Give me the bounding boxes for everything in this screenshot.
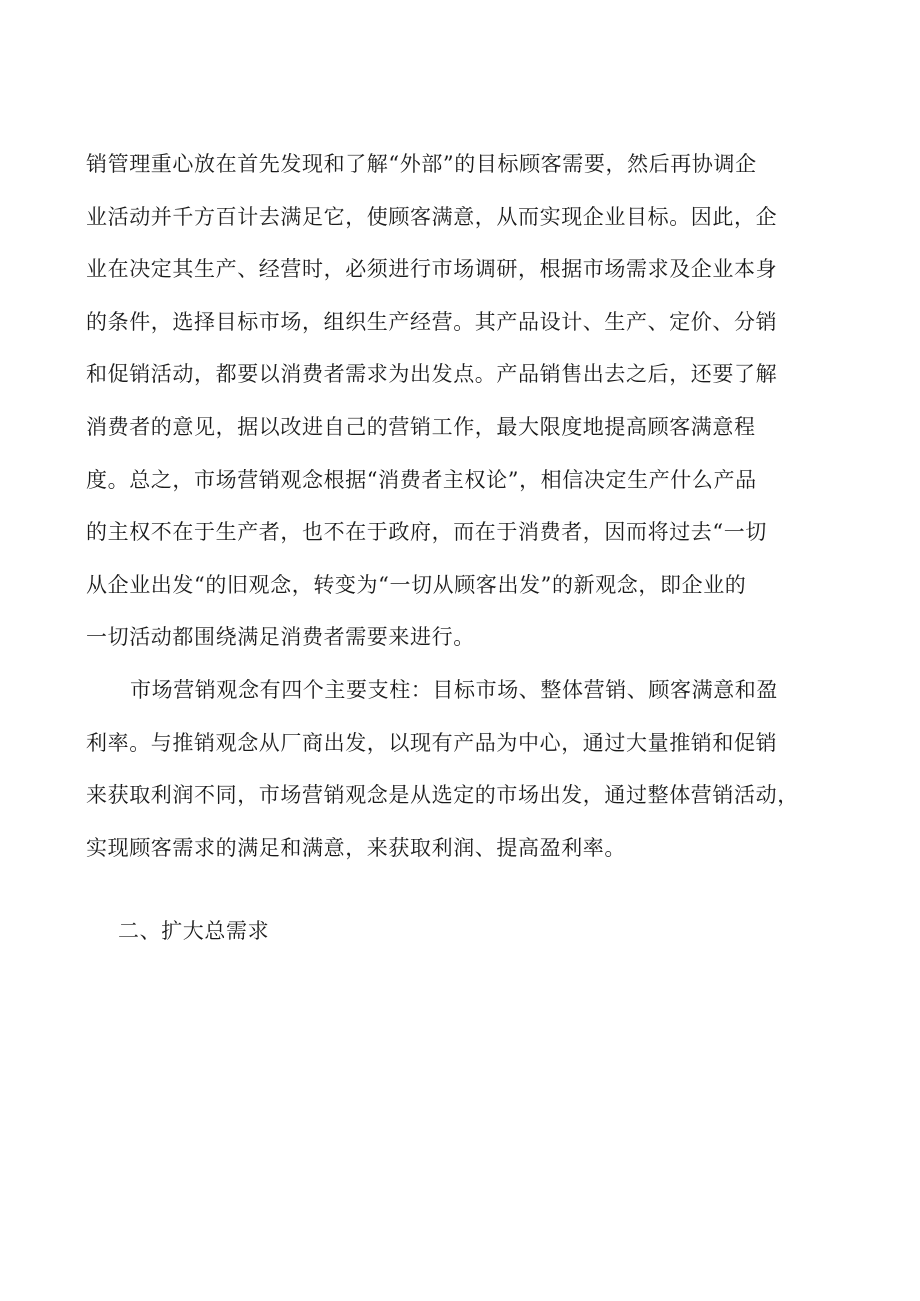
text-line: 一切活动都围绕满足消费者需要来进行。 [86, 625, 475, 650]
text-line: 和促销活动，都要以消费者需求为出发点。产品销售出去之后，还要了解 [86, 362, 778, 387]
text-line: 利率。与推销观念从厂商出发，以现有产品为中心，通过大量推销和促销 [86, 730, 778, 755]
text-line: 销管理重心放在首先发现和了解“外部”的目标顾客需要，然后再协调企 [86, 152, 757, 176]
text-line: 的条件，选择目标市场，组织生产经营。其产品设计、生产、定价、分销 [86, 309, 778, 334]
text-line: 业活动并千方百计去满足它，使顾客满意，从而实现企业目标。因此，企 [86, 204, 778, 229]
text-line: 度。总之，市场营销观念根据“消费者主权论”，相信决定生产什么产品 [86, 467, 757, 492]
text-line: 的主权不在于生产者，也不在于政府，而在于消费者，因而将过去“一切 [86, 520, 767, 545]
paragraph-four-pillars [86, 664, 846, 874]
text-line: 实现顾客需求的满足和满意，来获取利润、提高盈利率。 [86, 835, 626, 860]
text-line: 来获取利润不同，市场营销观念是从选定的市场出发，通过整体营销活动， [86, 783, 799, 808]
text-line: 消费者的意见，据以改进自己的营销工作，最大限度地提高顾客满意程 [86, 414, 756, 439]
section-heading: 二、扩大总需求 [118, 919, 270, 943]
text-line: 从企业出发“的旧观念，转变为“一切从顾客出发”的新观念，即企业的 [86, 572, 747, 597]
paragraph-marketing-concept [86, 138, 846, 664]
text-line: 市场营销观念有四个主要支柱：目标市场、整体营销、顾客满意和盈 [130, 677, 778, 702]
text-line: 业在决定其生产、经营时，必须进行市场调研，根据市场需求及企业本身 [86, 257, 778, 282]
body-text [86, 138, 846, 874]
